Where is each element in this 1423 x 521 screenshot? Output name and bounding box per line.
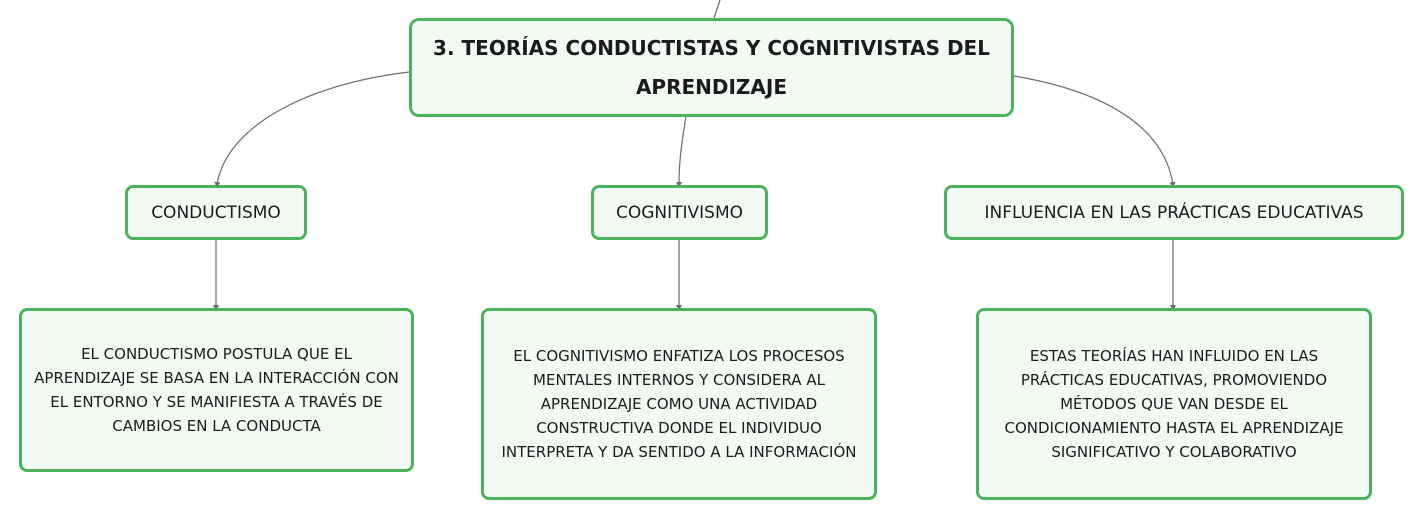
subtopic-text-cognitivismo: EL COGNITIVISMO ENFATIZA LOS PROCESOS MENTALES INTERNOS Y CONSIDERA AL APRENDIZAJE COMO UNA ACTIVIDAD CONSTRUCTIVA DONDE EL INDIVIDUO INTERPRETA Y DA SENTIDO A LA INFORMACIÓN	[501, 347, 857, 461]
subtopic-node-conductismo-description[interactable]	[19, 308, 414, 472]
subtopic-text-conductismo: EL CONDUCTISMO POSTULA QUE EL APRENDIZAJE SE BASA EN LA INTERACCIÓN CON EL ENTORNO Y SE MANIFIESTA A TRAVÉS DE CAMBIOS EN LA CONDUCTA	[34, 345, 399, 435]
connector-root-to-conductismo	[217, 72, 409, 185]
topic-label-conductismo: CONDUCTISMO	[151, 202, 281, 223]
topic-node-cognitivismo[interactable]	[591, 185, 768, 240]
topic-node-influencia[interactable]	[944, 185, 1404, 240]
subtopic-text-influencia: ESTAS TEORÍAS HAN INFLUIDO EN LAS PRÁCTICAS EDUCATIVAS, PROMOVIENDO MÉTODOS QUE VAN DESDE EL CONDICIONAMIENTO HASTA EL APRENDIZAJE SIGNIFICATIVO Y COLABORATIVO	[1004, 347, 1344, 461]
root-topic-node[interactable]	[409, 18, 1014, 117]
root-topic-title: 3. TEORÍAS CONDUCTISTAS Y COGNITIVISTAS DEL APRENDIZAJE	[433, 35, 990, 99]
topic-node-conductismo[interactable]	[125, 185, 307, 240]
subtopic-node-cognitivismo-description[interactable]	[481, 308, 877, 500]
connector-root-to-influencia	[1014, 76, 1173, 185]
topic-label-influencia: INFLUENCIA EN LAS PRÁCTICAS EDUCATIVAS	[984, 202, 1364, 223]
topic-label-cognitivismo: COGNITIVISMO	[615, 202, 744, 223]
subtopic-node-influencia-description[interactable]	[976, 308, 1372, 500]
connector-root-to-cognitivismo	[679, 117, 686, 185]
connector-parent-to-root	[714, 0, 720, 18]
